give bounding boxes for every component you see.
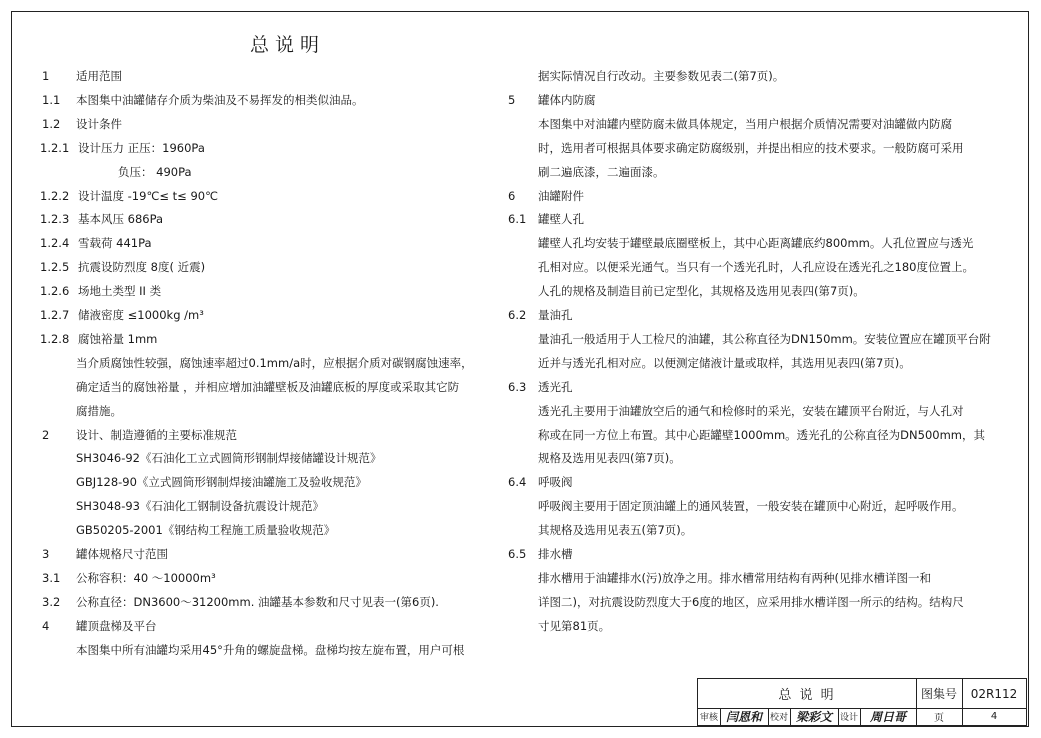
- text-line: 其规格及选用见表五(第7页)。: [538, 523, 693, 538]
- text-line: 寸见第81页。: [538, 618, 611, 633]
- text-line: 公称容积：40 ～10000m³: [76, 570, 216, 585]
- section-number: 1.1: [42, 92, 61, 107]
- text-line: 设计条件: [76, 116, 122, 131]
- section-number: 5: [508, 92, 516, 107]
- section-number: 1.2.3: [40, 212, 70, 227]
- text-line: 油罐附件: [538, 188, 584, 203]
- drawing-name: 总 说 明: [778, 688, 836, 703]
- text-line: 基本风压 686Pa: [78, 212, 164, 227]
- section-number: 1.2.8: [40, 331, 70, 346]
- section-number: 6: [508, 188, 516, 203]
- section-number: 1.2: [42, 116, 61, 131]
- section-number: 1.2.7: [40, 308, 70, 322]
- text-line: 抗震设防烈度 8度( 近震): [78, 260, 206, 275]
- section-number: 6.2: [508, 308, 527, 322]
- text-line: 称或在同一方位上布置。其中心距罐壁1000mm。透光孔的公称直径为DN500mm，其: [538, 427, 985, 442]
- section-number: 1.2.1: [40, 140, 70, 155]
- text-line: 雪载荷 441Pa: [78, 236, 152, 251]
- design-signature: 周日哥: [869, 710, 906, 724]
- section-number: 1.2.6: [40, 284, 70, 299]
- text-line: 当介质腐蚀性较强，腐蚀速率超过0.1mm/a时，应根据介质对碳钢腐蚀速率，: [76, 355, 473, 370]
- text-line: 腐措施。: [76, 403, 122, 418]
- text-line: 呼吸阀主要用于固定顶油罐上的通风装置，一般安装在罐顶中心附近，起呼吸作用。: [538, 499, 964, 514]
- section-number: 3: [42, 547, 50, 561]
- text-line: 设计温度 -19℃≤ t≤ 90℃: [78, 188, 218, 203]
- page-label: 页: [934, 713, 944, 724]
- text-line: 透光孔主要用于油罐放空后的通气和检修时的采光，安装在罐顶平台附近，与人孔对: [538, 403, 964, 418]
- text-line: 设计压力 正压：1960Pa: [78, 140, 205, 155]
- text-line: 规格及选用见表四(第7页)。: [538, 451, 681, 466]
- text-line: SH3048-93《石油化工钢制设备抗震设计规范》: [76, 499, 324, 514]
- text-line: 近并与透光孔相对应。以便测定储液计量或取样，其选用见表四(第7页)。: [538, 355, 911, 370]
- text-line: 适用范围: [76, 69, 122, 83]
- page-title: 总说明: [250, 34, 326, 56]
- text-line: 罐顶盘梯及平台: [76, 618, 157, 633]
- section-number: 1.2.5: [40, 260, 70, 275]
- text-line: 排水槽用于油罐排水(污)放净之用。排水槽常用结构有两种(见排水槽详图一和: [538, 570, 931, 585]
- section-number: 6.5: [508, 547, 527, 561]
- check-label: 校对: [769, 713, 788, 723]
- text-line: 本图集中所有油罐均采用45°升角的螺旋盘梯。盘梯均按左旋布置，用户可根: [76, 642, 465, 657]
- section-number: 3.1: [42, 570, 61, 585]
- text-line: 孔相对应。以便采光通气。当只有一个透光孔时，人孔应设在透光孔之180度位置上。: [538, 260, 974, 275]
- section-number: 6.4: [508, 475, 527, 490]
- text-line: 负压： 490Pa: [118, 164, 192, 179]
- text-line: SH3046-92《石油化工立式圆筒形钢制焊接储罐设计规范》: [76, 451, 382, 466]
- text-line: 本图集中油罐储存介质为柴油及不易挥发的相类似油品。: [76, 92, 364, 107]
- title-block: [697, 678, 1027, 726]
- section-number: 4: [42, 618, 50, 633]
- text-line: 罐壁人孔: [538, 212, 584, 227]
- section-number: 1.2.4: [40, 236, 70, 251]
- design-label: 设计: [839, 713, 858, 723]
- text-line: 本图集中对油罐内壁防腐未做具体规定，当用户根据介质情况需要对油罐做内防腐: [538, 116, 952, 131]
- review-label: 审核: [699, 713, 718, 723]
- section-number: 6.3: [508, 379, 527, 394]
- text-line: 排水槽: [538, 547, 573, 561]
- text-line: 场地土类型 II 类: [78, 284, 162, 299]
- text-line: 透光孔: [538, 379, 573, 394]
- text-line: 设计、制造遵循的主要标准规范: [76, 427, 237, 442]
- text-line: 储液密度 ≤1000kg /m³: [78, 308, 204, 322]
- check-signature: 梁彩文: [795, 710, 832, 724]
- text-line: 呼吸阀: [538, 475, 573, 490]
- section-number: 3.2: [42, 594, 61, 609]
- text-line: 确定适当的腐蚀裕量 ，并相应增加油罐壁板及油罐底板的厚度或采取其它防: [76, 379, 460, 394]
- text-line: 腐蚀裕量 1mm: [78, 331, 158, 346]
- text-line: GB50205-2001《钢结构工程施工质量验收规范》: [76, 523, 336, 538]
- text-line: 刷二遍底漆，二遍面漆。: [538, 164, 665, 179]
- atlas-label: 图集号: [920, 687, 957, 701]
- section-number: 2: [42, 427, 50, 442]
- section-number: 1.2.2: [40, 188, 70, 203]
- review-signature: 闫恩和: [725, 710, 762, 724]
- text-line: 公称直径：DN3600～31200mm. 油罐基本参数和尺寸见表一(第6页).: [76, 594, 439, 609]
- section-number: 6.1: [508, 212, 527, 227]
- text-line: 时，选用者可根据具体要求确定防腐级别，并提出相应的技术要求。一般防腐可采用: [538, 140, 964, 155]
- text-line: GBJ128-90《立式圆筒形钢制焊接油罐施工及验收规范》: [76, 475, 367, 490]
- text-line: 罐体规格尺寸范围: [76, 547, 168, 561]
- atlas-number: 02R112: [970, 686, 1018, 701]
- page-number: 4: [990, 711, 998, 722]
- text-line: 据实际情况自行改动。主要参数见表二(第7页)。: [538, 69, 785, 83]
- section-number: 1: [42, 69, 50, 83]
- text-line: 罐壁人孔均安装于罐壁最底圈壁板上，其中心距离罐底约800mm。人孔位置应与透光: [538, 236, 974, 251]
- text-line: 详图二)，对抗震设防烈度大于6度的地区，应采用排水槽详图一所示的结构。结构尺: [538, 594, 964, 609]
- text-line: 人孔的规格及制造目前已定型化，其规格及选用见表四(第7页)。: [538, 284, 865, 299]
- text-line: 量油孔: [538, 308, 573, 322]
- text-line: 罐体内防腐: [538, 92, 596, 107]
- text-line: 量油孔一般适用于人工检尺的油罐，其公称直径为DN150mm。安装位置应在罐顶平台附: [538, 331, 991, 346]
